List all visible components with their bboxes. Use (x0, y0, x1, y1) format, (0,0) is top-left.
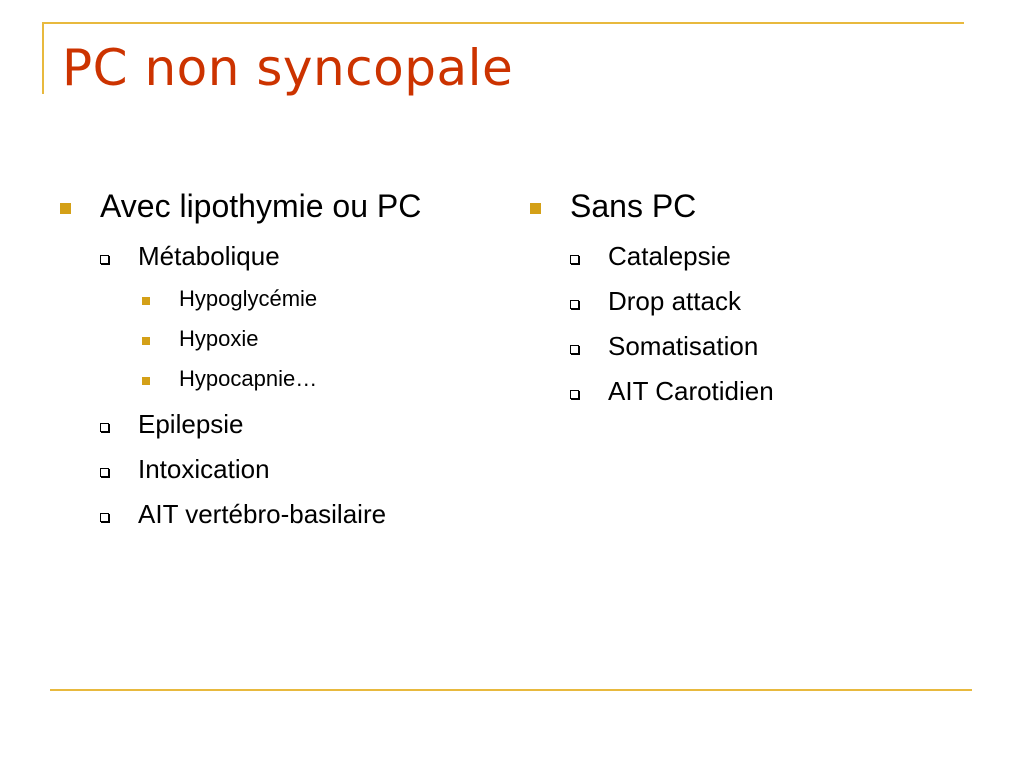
hollow-square-bullet-icon (100, 513, 109, 522)
square-bullet-icon (530, 203, 541, 214)
bullet-label: Somatisation (608, 331, 759, 361)
square-bullet-icon (142, 377, 150, 385)
hollow-square-bullet-icon (100, 423, 109, 432)
bullet-label: Sans PC (570, 188, 697, 224)
hollow-square-bullet-icon (100, 255, 109, 264)
square-bullet-icon (60, 203, 71, 214)
hollow-square-bullet-icon (570, 300, 579, 309)
bullet-label: Hypocapnie… (179, 366, 318, 391)
top-accent-rule (42, 22, 964, 24)
bullet-label: Intoxication (138, 454, 270, 484)
square-bullet-icon (142, 337, 150, 345)
slide-title: PC non syncopale (62, 39, 514, 97)
bullet-label: Hypoglycémie (179, 286, 318, 311)
bottom-accent-rule (50, 689, 972, 691)
bullet-label: Epilepsie (138, 409, 244, 439)
bullet-label: Hypoxie (179, 326, 259, 351)
square-bullet-icon (142, 297, 150, 305)
hollow-square-bullet-icon (570, 390, 579, 399)
left-accent-rule (42, 22, 44, 94)
bullet-label: AIT Carotidien (608, 376, 774, 406)
bullet-label: AIT vertébro-basilaire (138, 499, 387, 529)
bullet-label: Catalepsie (608, 241, 731, 271)
bullet-label: Avec lipothymie ou PC (100, 188, 422, 224)
bullet-label: Drop attack (608, 286, 741, 316)
bullet-label: Métabolique (138, 241, 280, 271)
hollow-square-bullet-icon (570, 255, 579, 264)
hollow-square-bullet-icon (100, 468, 109, 477)
hollow-square-bullet-icon (570, 345, 579, 354)
